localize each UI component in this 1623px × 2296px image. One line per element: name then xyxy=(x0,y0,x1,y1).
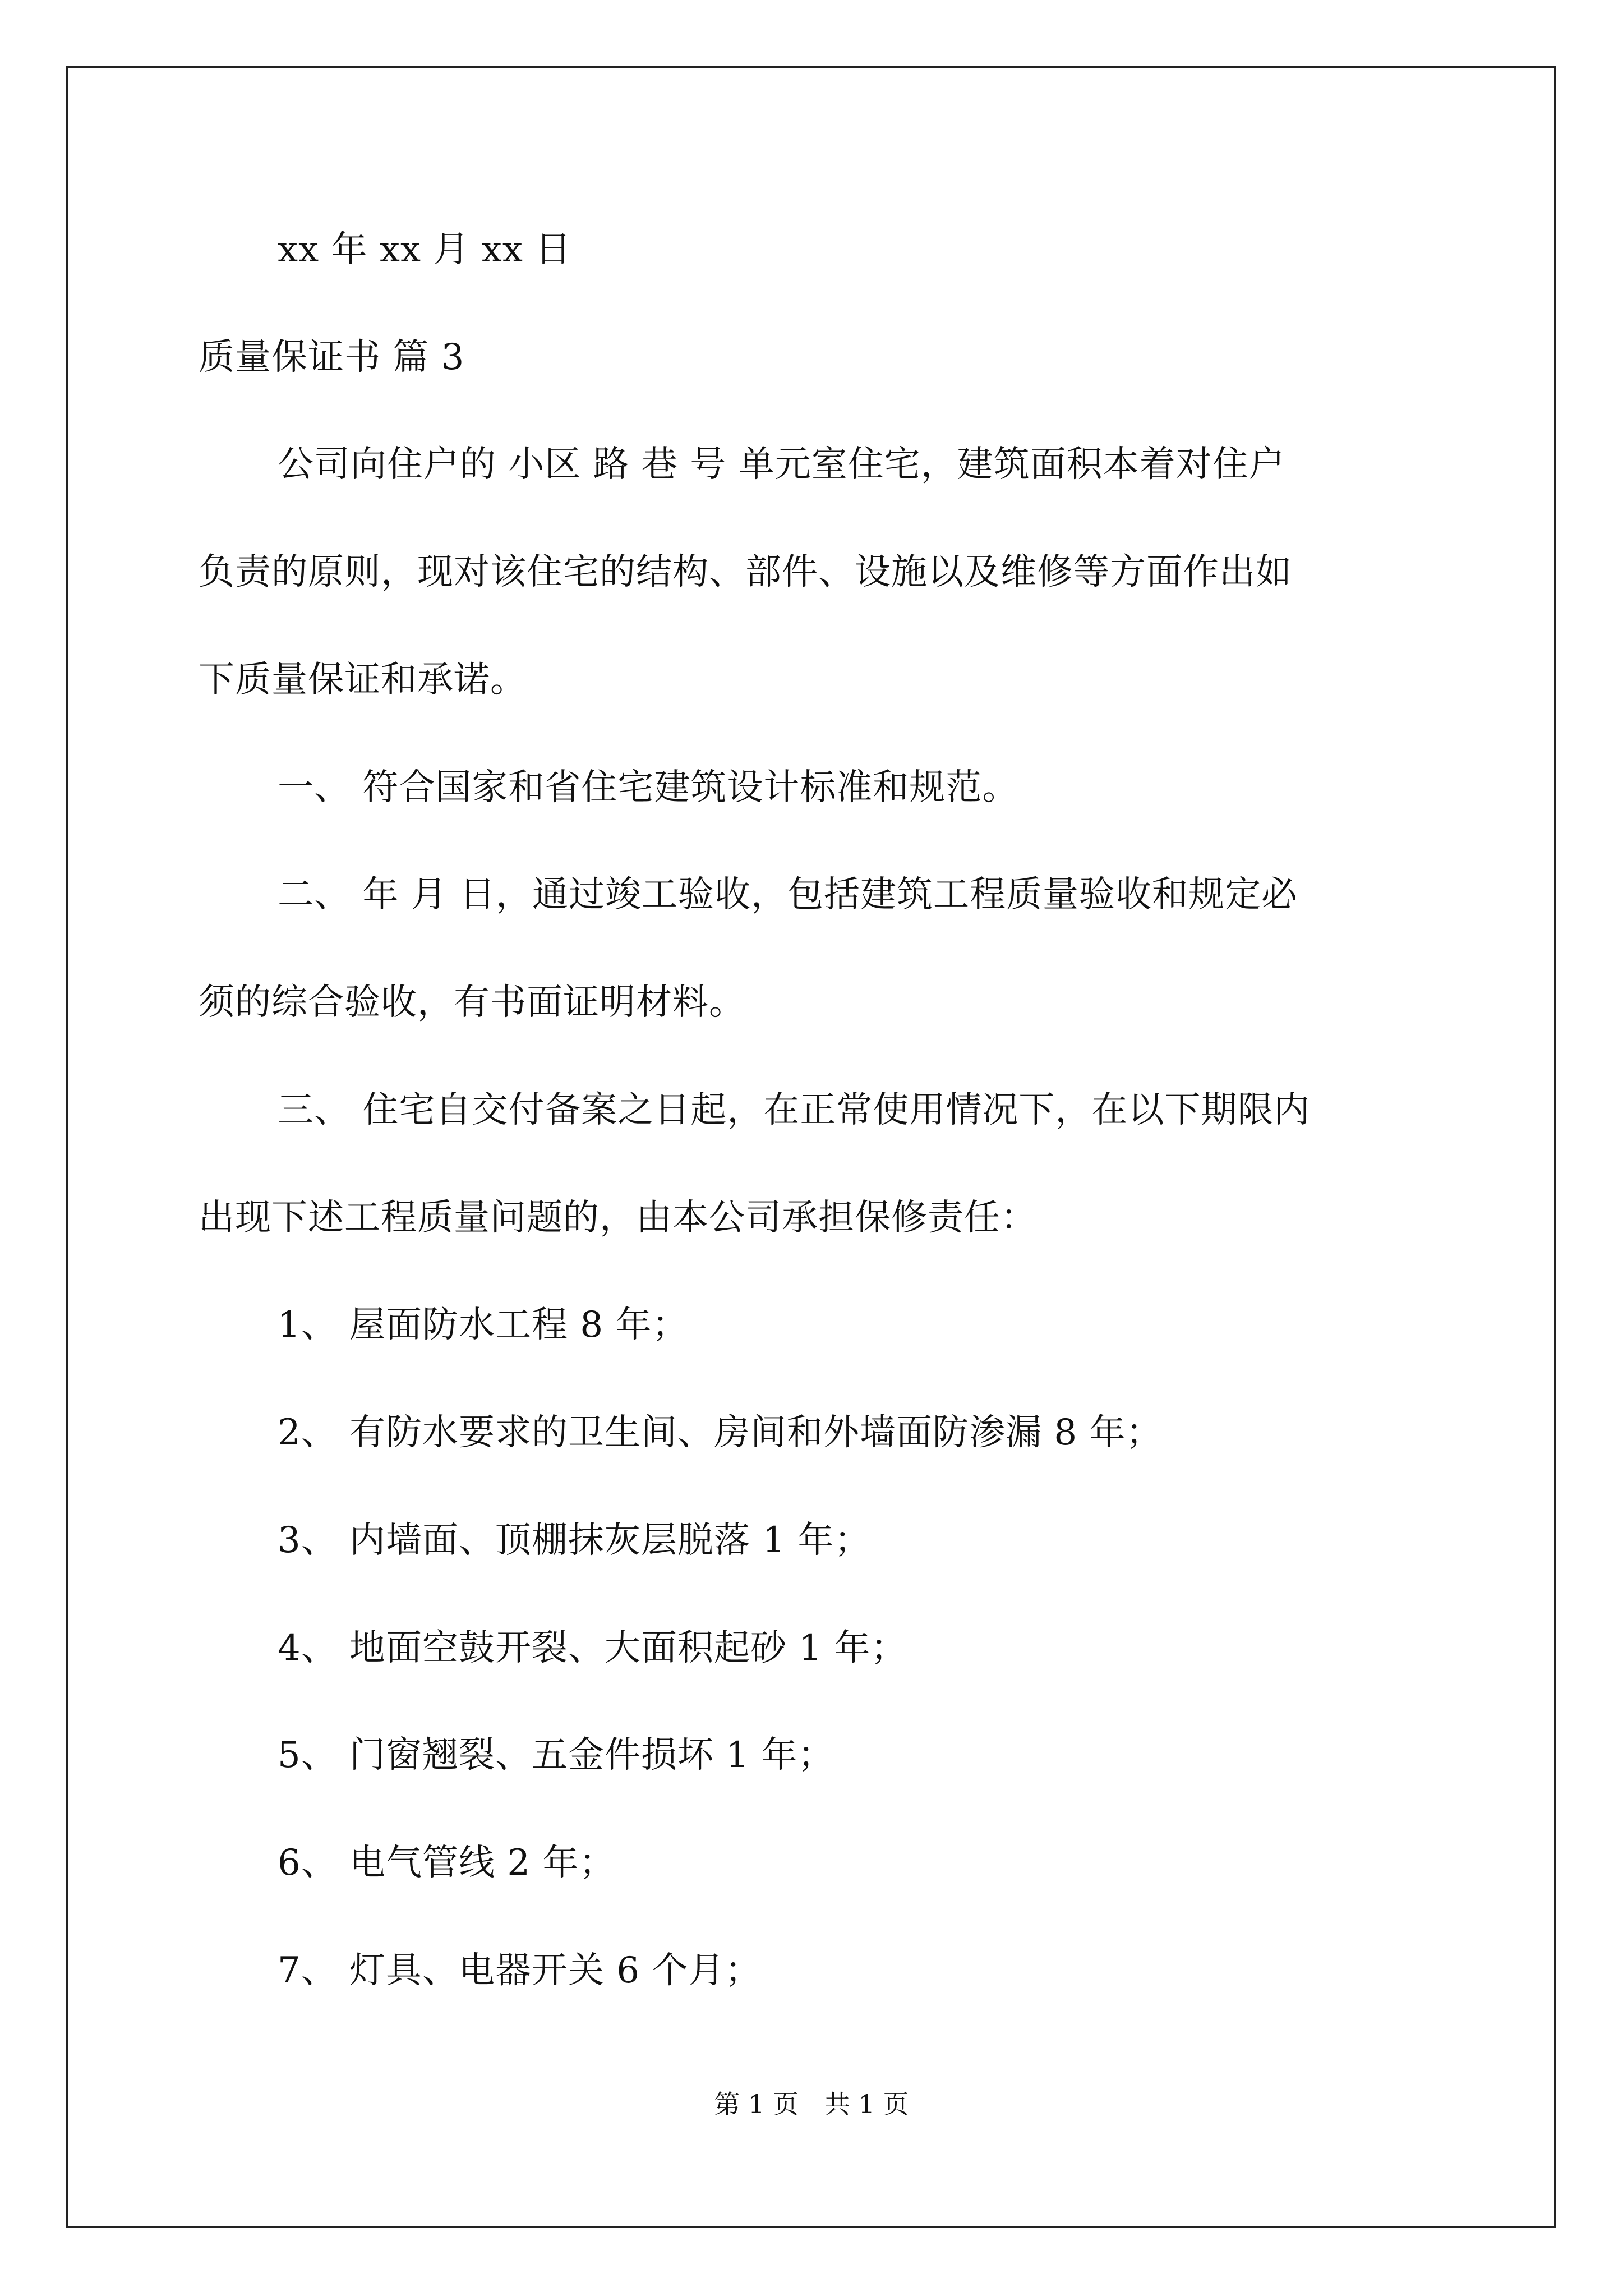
intro-line-1: 公司向住户的 小区 路 巷 号 单元室住宅，建筑面积本着对住户 xyxy=(278,444,1285,485)
clause-3-line-2: 出现下述工程质量问题的，由本公司承担保修责任： xyxy=(199,1197,1037,1239)
page-footer: 第 1 页 共 1 页 xyxy=(714,2089,909,2119)
intro-line-3: 下质量保证和承诺。 xyxy=(199,659,527,701)
list-item-7: 7、 灯具、电器开关 6 个月； xyxy=(278,1950,762,1991)
clause-2-line-2: 须的综合验收，有书面证明材料。 xyxy=(199,982,745,1023)
date-line: xx 年 xx 月 xx 日 xyxy=(278,229,572,270)
clause-2-line-1: 二、 年 月 日，通过竣工验收，包括建筑工程质量验收和规定必 xyxy=(278,874,1298,915)
list-item-1: 1、 屋面防水工程 8 年； xyxy=(278,1304,689,1346)
list-item-5: 5、 门窗翘裂、五金件损坏 1 年； xyxy=(278,1734,834,1776)
page-border xyxy=(66,66,1556,2228)
list-item-3: 3、 内墙面、顶棚抹灰层脱落 1 年； xyxy=(278,1520,871,1561)
list-item-4: 4、 地面空鼓开裂、大面积起砂 1 年； xyxy=(278,1627,907,1669)
list-item-6: 6、 电气管线 2 年； xyxy=(278,1842,616,1884)
clause-3-line-1: 三、 住宅自交付备案之日起，在正常使用情况下，在以下期限内 xyxy=(278,1089,1311,1131)
clause-1: 一、 符合国家和省住宅建筑设计标准和规范。 xyxy=(278,767,1019,808)
list-item-2: 2、 有防水要求的卫生间、房间和外墙面防渗漏 8 年； xyxy=(278,1412,1163,1453)
section-title: 质量保证书 篇 3 xyxy=(199,337,465,378)
intro-line-2: 负责的原则，现对该住宅的结构、部件、设施以及维修等方面作出如 xyxy=(199,551,1292,593)
